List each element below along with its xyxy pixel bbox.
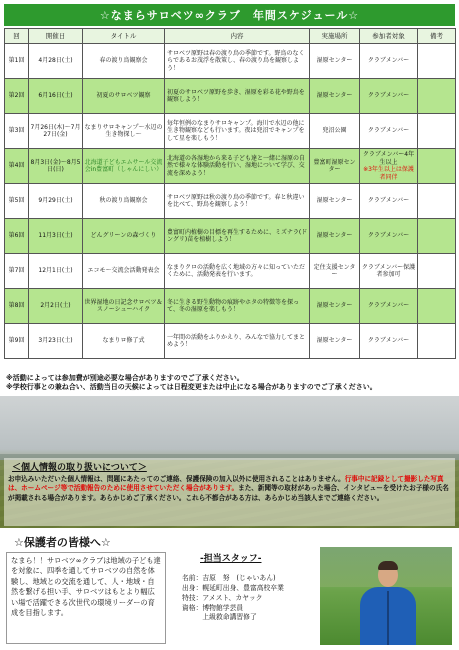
cell-note: [418, 149, 456, 184]
cell-note: [418, 184, 456, 219]
col-header-title: タイトル: [83, 29, 165, 44]
cell-target: クラブメンバー保護者参加可: [360, 254, 418, 289]
cell-title: エコモ〜交流会活動発表会: [83, 254, 165, 289]
schedule-table: [4, 28, 456, 359]
cell-place: 定住支援センター: [310, 254, 360, 289]
cell-no: 第9回: [5, 324, 29, 359]
col-header-date: 開催日: [29, 29, 83, 44]
col-header-content: 内容: [165, 29, 310, 44]
cell-date: 3月23日(土): [29, 324, 83, 359]
cell-date: 12月1日(土): [29, 254, 83, 289]
staff-info: [182, 574, 317, 623]
table-row: [5, 324, 456, 359]
privacy-body: [8, 475, 451, 503]
cell-no: 第1回: [5, 44, 29, 79]
schedule-title: ☆なまらサロベツ∞クラブ 年間スケジュール☆: [4, 4, 455, 26]
cell-content: なまりクロの活動を広く地域の方々に知っていただくために、活動発表を行います。: [165, 254, 310, 289]
cell-note: [418, 44, 456, 79]
photo-jacket-zip: [387, 591, 389, 645]
cell-target: クラブメンバー: [360, 44, 418, 79]
col-header-target: 参加者対象: [360, 29, 418, 44]
staff-origin: 出身：幌延町出身、豊富高校卒業: [182, 583, 284, 592]
cell-no: 第6回: [5, 219, 29, 254]
privacy-title: ＜個人情報の取り扱いについて＞: [12, 463, 147, 473]
table-row: [5, 79, 456, 114]
cell-target: クラブメンバー: [360, 79, 418, 114]
cell-content: サロベツ原野は秋の渡り鳥の季節です。春と秋違いを比べて、野鳥を観察しよう！: [165, 184, 310, 219]
privacy-text-3: また、新聞等の取材があった場合、インタビューを受けたお子様の氏名が掲載される場合があります。あらかじめご了承ください。これら不都合がある方は、あらかじめ当該人までご連絡ください。: [8, 484, 449, 502]
col-header-place: 実施場所: [310, 29, 360, 44]
cell-date: 11月3日(土): [29, 219, 83, 254]
cell-note: [418, 219, 456, 254]
cell-target: クラブメンバー: [360, 219, 418, 254]
cell-content: 初夏のサロベツ原野を歩き、湿原を彩る花や野鳥を観察しよう！: [165, 79, 310, 114]
cell-place: 兜沼公園: [310, 114, 360, 149]
cell-target: クラブメンバー: [360, 114, 418, 149]
cell-title: 秋の渡り鳥観察会: [83, 184, 165, 219]
cell-no: 第4回: [5, 149, 29, 184]
note-weather: ※学校行事との兼ね合い、活動当日の天候によっては日程変更または中止になる場合がありますのでご了承ください。: [6, 383, 377, 392]
cell-place: 湿原センター: [310, 44, 360, 79]
table-row: [5, 44, 456, 79]
table-row: [5, 219, 456, 254]
cell-title: なまりロ修了式: [83, 324, 165, 359]
cell-place: 湿原センター: [310, 79, 360, 114]
cell-content: サロベツ原野は春の渡り鳥の季節です。野鳥のなくらであるお茂浮を散策し、春の渡り鳥を観察しよう！: [165, 44, 310, 79]
cell-place: 湿原センター: [310, 289, 360, 324]
cell-place: 湿原センター: [310, 324, 360, 359]
cell-content: 豊富町内植樹の目標を再生するために、ミズナラ(ドングリ)苗を植樹しよう！: [165, 219, 310, 254]
col-header-note: 備考: [418, 29, 456, 44]
target-guardian-note: ※3年生以上は保護者同伴: [363, 166, 414, 181]
cell-note: [418, 79, 456, 114]
staff-title: -担当スタッフ-: [200, 554, 262, 564]
cell-place: 豊富町湿原センター: [310, 149, 360, 184]
privacy-text-1: お申込みいただいた個人情報は、問題にあたってのご連絡、保護保険の加入以外に使用されることはありません。: [8, 475, 345, 483]
photo-person-hair: [378, 561, 398, 570]
cell-content: 毎年恒例のなまりサロキャンプ。海川で水辺の他に生き物観察なども行います。夜は兜沼でキャンプをして星を楽しもう！: [165, 114, 310, 149]
cell-target: クラブメンバー: [360, 184, 418, 219]
cell-target: クラブメンバー: [360, 324, 418, 359]
privacy-text-2: 行事中に記録として撮影した写真は、ホームページ等で活動報告のために使用させていただく場合があります。: [8, 475, 444, 493]
guardians-title: ☆保護者の皆様へ☆: [14, 536, 111, 549]
staff-name: 名前：吉原 努 (じゃいあん): [182, 574, 276, 582]
cell-target: クラブメンバー: [360, 289, 418, 324]
cell-title: 初夏のサロベツ観察: [83, 79, 165, 114]
cell-place: 湿原センター: [310, 219, 360, 254]
table-row: [5, 184, 456, 219]
staff-qualification-2: 上級救命講習修了: [182, 613, 257, 622]
cell-content: 一年間の活動をふりかえり、みんなで協力してまとめよう！: [165, 324, 310, 359]
cell-note: [418, 324, 456, 359]
table-row: [5, 149, 456, 184]
note-fee: ※活動によっては参加費が別途必要な場合がありますのでご了承ください。: [6, 374, 244, 382]
cell-title: 世界湿地の日記念サロベツ＆スノーシューハイク: [83, 289, 165, 324]
cell-note: [418, 114, 456, 149]
staff-qualification: 資格：博物館学芸員: [182, 603, 244, 612]
cell-content: 北海道の各湿地から来る子ども達と一緒に湿原の自然で様々な体験活動を行い、湿地について学び、交流を深めよう！: [165, 149, 310, 184]
table-row: [5, 289, 456, 324]
target-text: クラブメンバー4年生以上: [362, 151, 415, 166]
cell-title: 春の渡り鳥観察会: [83, 44, 165, 79]
cell-title: どんグリーンの森づくり: [83, 219, 165, 254]
cell-content: 冬に生きる野生動物の痕跡やホタの特徴等を探って、冬の湿原を楽しもう！: [165, 289, 310, 324]
cell-no: 第5回: [5, 184, 29, 219]
cell-no: 第7回: [5, 254, 29, 289]
cell-place: 湿原センター: [310, 184, 360, 219]
cell-date: 7月26日(木)〜7月27日(金): [29, 114, 83, 149]
cell-title: なまりサロキャンプ〜水辺の生き物探し〜: [83, 114, 165, 149]
guardians-message: なまら！！サロベツ∞クラブは地域の子ども達を対象に、四季を通してサロベツの自然を体験し、地域との交流を通して、人・地域・自然を繋げる担い手、サロベツはもとより幅広い場で活躍できる次世代の環境リーダーの育成を目指します。: [6, 552, 166, 644]
cell-date: 2月2日(土): [29, 289, 83, 324]
privacy-section: [4, 458, 455, 526]
cell-title: 北海道子どもエムサール交流会in豊富町（しゃんにしい）: [83, 149, 165, 184]
schedule-header-row: [5, 29, 456, 44]
cell-date: 4月28日(土): [29, 44, 83, 79]
cell-no: 第3回: [5, 114, 29, 149]
cell-target: [360, 149, 418, 184]
cell-note: [418, 289, 456, 324]
cell-no: 第8回: [5, 289, 29, 324]
staff-skills: 特技：アメスト、カヤック: [182, 593, 263, 602]
cell-no: 第2回: [5, 79, 29, 114]
cell-date: 9月29日(土): [29, 184, 83, 219]
schedule-notes: [6, 374, 454, 392]
col-header-no: 回: [5, 29, 29, 44]
cell-date: 6月16日(土): [29, 79, 83, 114]
cell-date: 8月3日(金)〜8月5日(日): [29, 149, 83, 184]
cell-note: [418, 254, 456, 289]
table-row: [5, 254, 456, 289]
staff-photo: [320, 547, 452, 645]
table-row: [5, 114, 456, 149]
